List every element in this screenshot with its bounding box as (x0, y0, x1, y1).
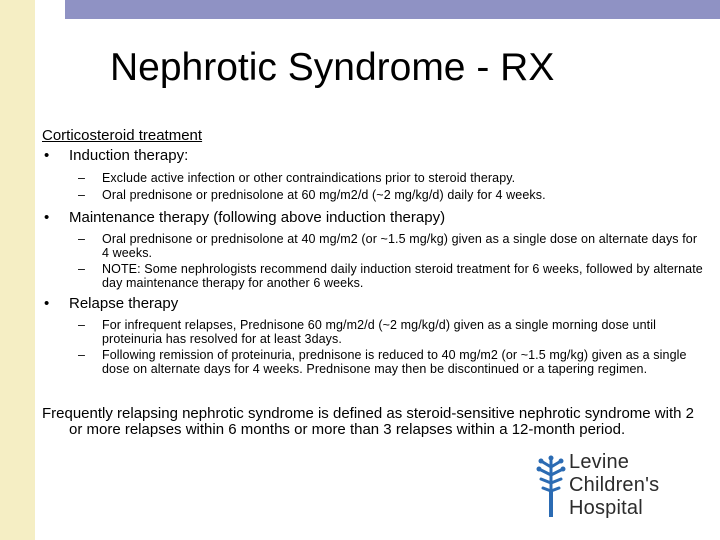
bullet-dot: • (44, 295, 50, 312)
logo-line-3: Hospital (569, 497, 643, 519)
slide-content (42, 127, 707, 376)
bullet-label: Induction therapy: (69, 147, 189, 164)
relapse-list (42, 318, 707, 376)
slide-title: Nephrotic Syndrome - RX (110, 46, 555, 89)
list-item: – Oral prednisone or prednisolone at 40 mg/m2 (or ~1.5 mg/kg) given as a single dose on alternate days for 4 weeks. (78, 232, 698, 260)
list-item: – Exclude active infection or other contraindications prior to steroid therapy. (78, 171, 516, 185)
induction-list (42, 171, 707, 202)
list-item: – Oral prednisone or prednisolone at 60 mg/m2/d (~2 mg/kg/d) daily for 4 weeks. (78, 188, 546, 202)
bullet-dot: • (44, 147, 50, 164)
left-decor-band (0, 0, 35, 540)
bullet-dot: • (44, 209, 50, 226)
section-heading: Corticosteroid treatment (42, 127, 203, 144)
bullet-label: Relapse therapy (69, 295, 179, 312)
logo-line-1: Levine (569, 451, 630, 473)
definition-paragraph: Frequently relapsing nephrotic syndrome is defined as steroid-sensitive nephrotic syndrome with 2 or more relapses within 6 months or more than 3 relapses within a 12-month period. (42, 405, 694, 438)
tree-icon (535, 455, 567, 519)
list-item: – Following remission of proteinuria, prednisone is reduced to 40 mg/m2 (or ~1.5 mg/kg) given as a single dose on alternate days for 4 weeks. Prednisone may then be discontinued or a tapering regimen. (78, 348, 687, 376)
hospital-logo (533, 451, 702, 523)
bullet-maintenance (42, 209, 707, 227)
maintenance-list (42, 232, 707, 290)
bullet-induction (42, 147, 707, 165)
bullet-label: Maintenance therapy (following above induction therapy) (69, 209, 446, 226)
bullet-relapse (42, 295, 707, 313)
logo-line-2: Children's (569, 474, 660, 496)
list-item: – NOTE: Some nephrologists recommend daily induction steroid treatment for 6 weeks, followed by alternate day maintenance therapy for another 6 weeks. (78, 262, 703, 290)
logo-wordmark (569, 451, 659, 520)
list-item: – For infrequent relapses, Prednisone 60 mg/m2/d (~2 mg/kg/d) given as a single morning dose until proteinuria has resolved for at least 3days. (78, 318, 656, 346)
